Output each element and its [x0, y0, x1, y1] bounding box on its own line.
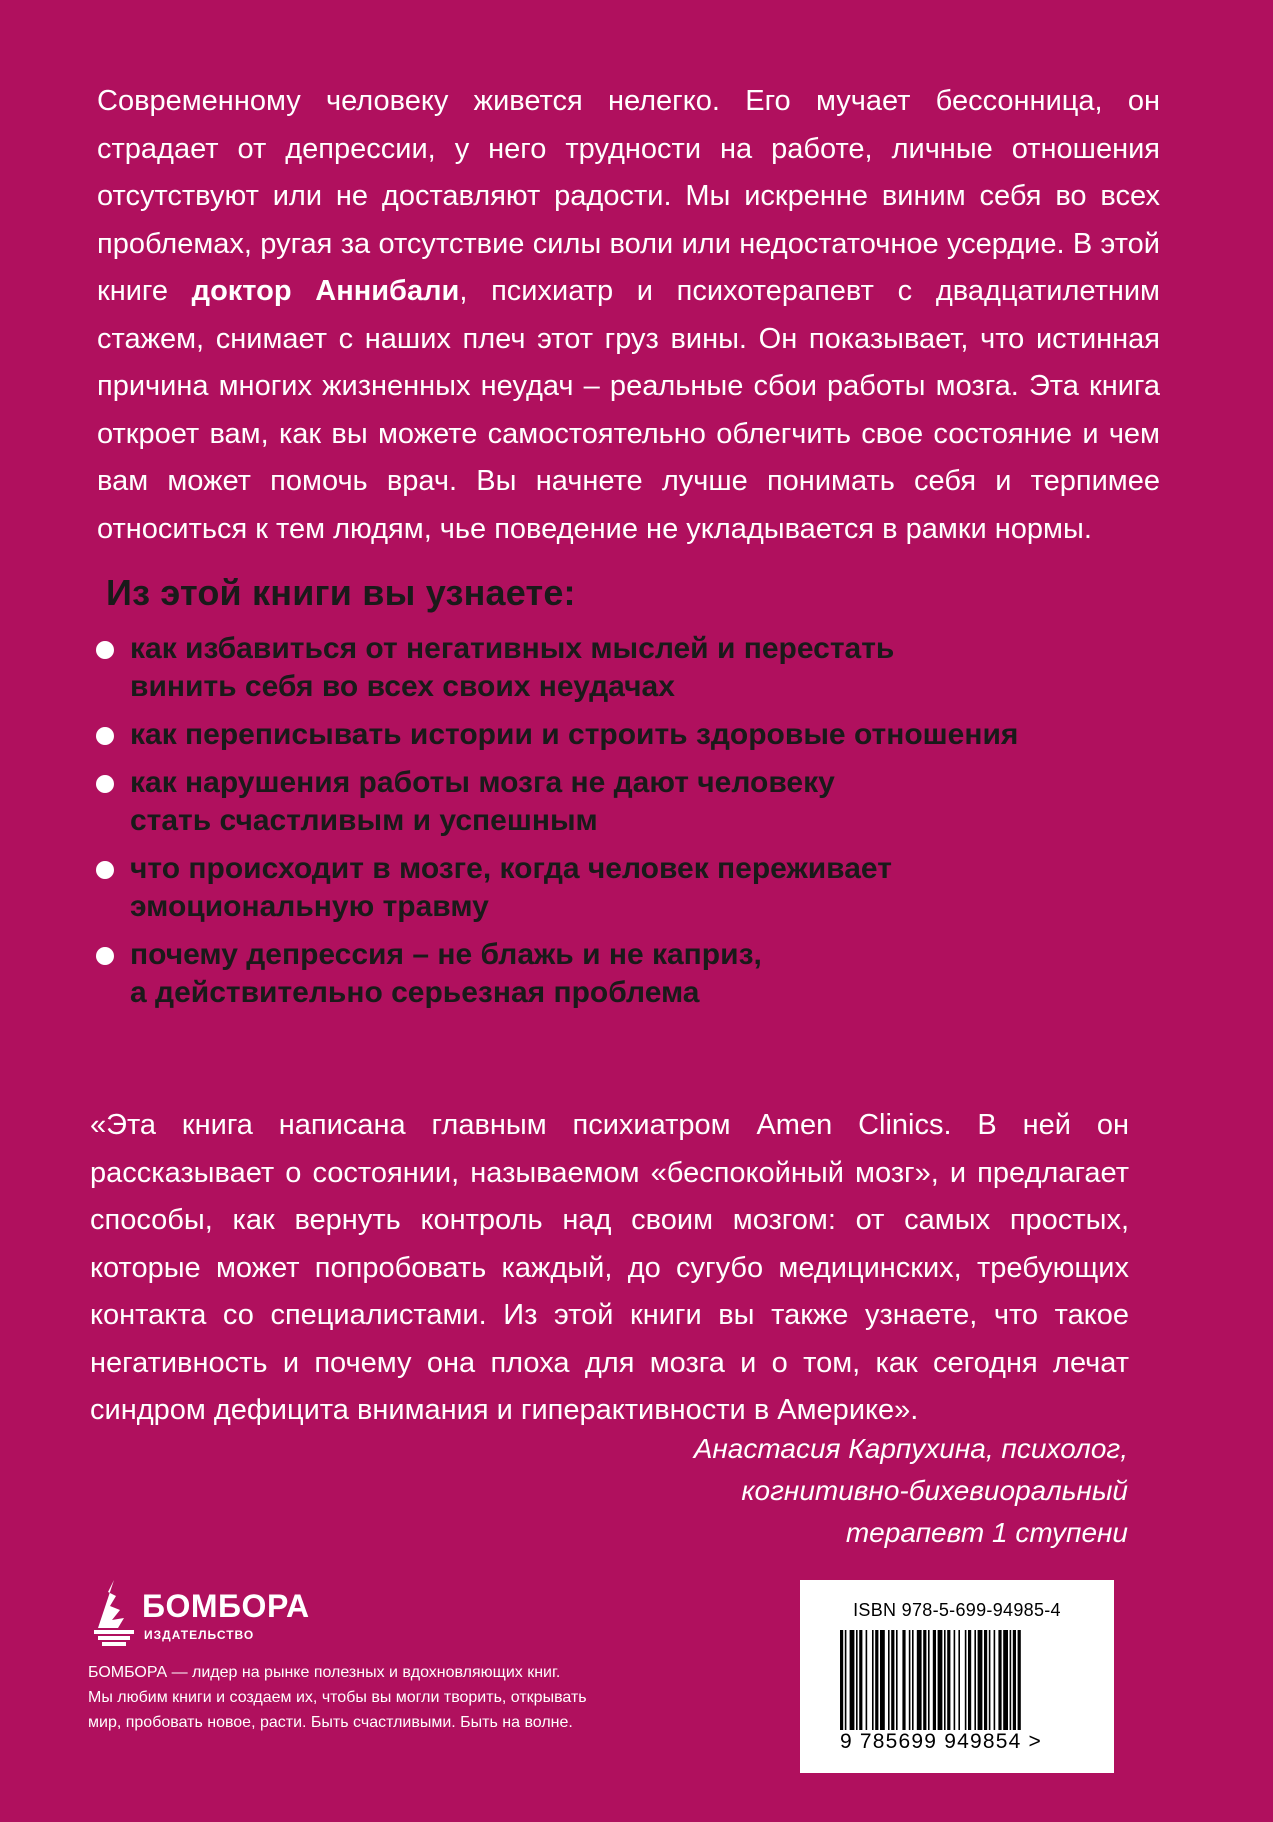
logo-subtitle: ИЗДАТЕЛЬСТВО	[144, 1628, 255, 1642]
list-item	[96, 630, 1216, 706]
list-item-line: а действительно серьезная проблема	[130, 976, 700, 1009]
list-item-line: винить себя во всех своих неудачах	[130, 670, 675, 703]
bullet-icon	[96, 775, 114, 793]
author-line: когнитивно-бихевиоральный	[741, 1475, 1128, 1506]
review-quote: «Эта книга написана главным психиатром Amen Clinics. В ней он рассказывает о состоянии, называемом «беспокойный мозг», и предлагает способы, как вернуть контроль над своим мозгом: от самых простых, которые может попробовать каждый, до сугубо медицинских, требующих контакта со специалистами. Из этой книги вы также узнаете, что такое негативность и почему она плоха для мозга и о том, как сегодня лечат синдром дефицита внимания и гиперактивности в Америке».	[90, 1109, 1129, 1426]
isbn-number: ISBN 978-5-699-94985-4	[853, 1600, 1061, 1620]
intro-paragraph	[97, 78, 1160, 553]
list-item-line: как переписывать истории и строить здоровые отношения	[130, 718, 1019, 751]
publisher-description: БОМБОРА — лидер на рынке полезных и вдохновляющих книг. Мы любим книги и создаем их, чтобы вы могли творить, открывать мир, пробовать новое, расти. Быть счастливыми. Быть на волне.	[88, 1664, 587, 1731]
list-item	[96, 764, 1216, 840]
author-name-bold: доктор Аннибали	[191, 275, 460, 307]
logo-name: БОМБОРА	[142, 1588, 310, 1624]
barcode-graphic	[840, 1630, 1100, 1730]
list-item	[96, 850, 1216, 926]
bullet-icon	[96, 947, 114, 965]
list-item-line: стать счастливым и успешным	[130, 804, 598, 837]
list-item	[96, 716, 1216, 754]
list-item	[96, 936, 1216, 1012]
intro-text-part1: Современному человеку живется нелегко. Его мучает бессонница, он страдает от депрессии, у него трудности на работе, личные отношения отсутствуют или не доставляют радости. Мы искренне виним себя во всех проблемах, ругая за отсутствие силы воли или недостаточное усердие. В этой книге	[97, 85, 1160, 307]
list-item-line: как нарушения работы мозга не дают человеку	[130, 766, 835, 799]
author-line: Анастасия Карпухина, психолог,	[693, 1433, 1128, 1464]
author-line: терапевт 1 ступени	[845, 1517, 1128, 1548]
barcode-digits: 9 785699 949854 >	[840, 1730, 1042, 1753]
quote-author	[528, 1428, 1128, 1554]
learn-list	[96, 630, 1216, 1012]
list-item-line: что происходит в мозге, когда человек переживает	[130, 852, 892, 885]
bullet-icon	[96, 641, 114, 659]
publisher-logo	[88, 1578, 328, 1648]
learn-heading: Из этой книги вы узнаете:	[106, 572, 576, 613]
bombora-emblem-icon	[88, 1578, 140, 1648]
bullet-icon	[96, 861, 114, 879]
barcode-panel	[800, 1580, 1114, 1773]
list-item-line: как избавиться от негативных мыслей и перестать	[130, 632, 895, 665]
list-item-line: эмоциональную травму	[130, 890, 489, 923]
list-item-line: почему депрессия – не блажь и не каприз,	[130, 938, 762, 971]
intro-text-part2: , психиатр и психотерапевт с двадцатилетним стажем, снимает с наших плеч этот груз вины. Он показывает, что истинная причина многих жизненных неудач – реальные сбои работы мозга. Эта книга откроет вам, как вы можете самостоятельно облегчить свое состояние и чем вам может помочь врач. Вы начнете лучше понимать себя и терпимее относиться к тем людям, чье поведение не укладывается в рамки нормы.	[97, 275, 1160, 545]
bullet-icon	[96, 727, 114, 745]
